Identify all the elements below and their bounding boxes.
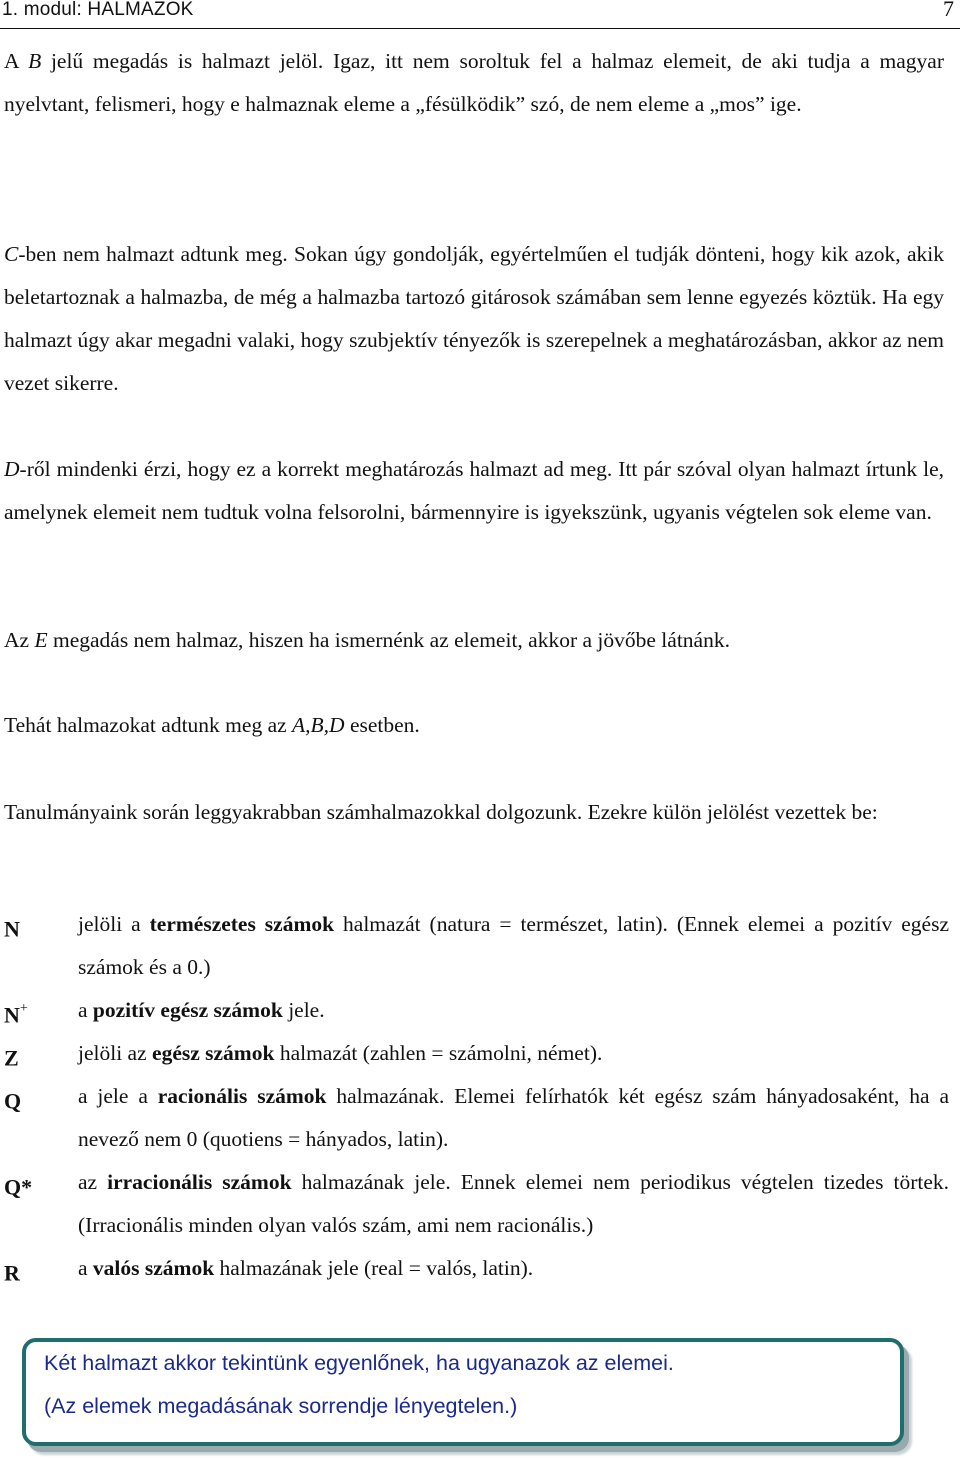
paragraph-intro: Tanulmányaink során leggyakrabban számhalmazokkal dolgozunk. Ezekre külön jelölést vezettek be: [4,800,878,824]
note-line-1: Két halmazt akkor tekintünk egyenlőnek, ha ugyanazok az elemei. [44,1351,674,1375]
symbol-letter: Q* [4,1174,33,1200]
number-set-list [4,903,949,1290]
text: jele. [282,998,325,1022]
symbol-letter: Z [4,1045,19,1071]
symbol-letter: N [4,916,20,942]
definition-text [78,1032,949,1075]
set-symbol [4,1247,64,1294]
set-variable: E [34,628,48,652]
text: halmazát (natura = természet, latin). (Ennek elemei a pozitív egész számok és a 0.) [78,912,949,979]
text: halmazának jele (real = valós, latin). [214,1256,534,1280]
set-symbol [4,1032,64,1079]
definition-text [78,989,949,1032]
paragraph-b [4,40,944,126]
highlight-note-box [22,1338,904,1446]
text: halmazának. Elemei felírhatók két egész szám hányadosaként, ha a nevező nem 0 (quotiens = hányados, latin). [78,1084,949,1151]
text: a jele a [78,1084,158,1108]
page-number: 7 [943,0,954,21]
definition-natural [4,903,949,989]
text: Az [4,628,35,652]
set-variable: D [4,457,20,481]
definition-text [78,1247,949,1290]
text: a [78,1256,93,1280]
text: halmazát (zahlen = számolni, német). [274,1041,603,1065]
term: irracionális számok [107,1170,292,1194]
set-variable: B [28,49,42,73]
text: jelöli az [78,1041,153,1065]
text: esetben. [344,713,420,737]
set-symbol [4,989,64,1036]
page-header [0,0,960,29]
symbol-letter: N [4,1002,20,1028]
text: -ben nem halmazt adtunk meg. Sokan úgy gondolják, egyértelműen el tudják dönteni, hogy kik azok, akik beletartoznak a halmazba, de még a halmazba tartozó gitárosok számában sem lenne egyezés köztük. Ha egy halmazt úgy akar megadni valaki, hogy szubjektív tényezők is szerepelnek a meghatározásban, akkor az nem vezet sikerre. [4,242,944,395]
definition-irrational [4,1161,949,1247]
text: a [78,998,93,1022]
symbol-superscript: + [19,1001,28,1016]
definition-text [78,903,949,989]
definition-text [78,1161,949,1247]
term: egész számok [152,1041,275,1065]
term: pozitív egész számok [92,998,283,1022]
paragraph-summary [4,704,944,747]
definition-integer [4,1032,949,1075]
set-symbol [4,1161,64,1208]
module-title: 1. modul: HALMAZOK [2,0,194,20]
set-symbol [4,1075,64,1122]
text: jelű megadás is halmazt jelöl. Igaz, itt nem soroltuk fel a halmaz elemeit, de aki tudja a magyar nyelvtant, felismeri, hogy e halmaznak eleme a „fésülködik” szó, de nem eleme a „mos” ige. [4,49,945,116]
set-variable: C [4,242,19,266]
paragraph-d [4,448,944,534]
definition-real [4,1247,949,1290]
text: halmazának jele. Ennek elemei nem periodikus végtelen tizedes törtek. (Irracionális minden olyan valós szám, ami nem racionális.) [78,1170,949,1237]
text: Tehát halmazokat adtunk meg az [4,713,293,737]
text: megadás nem halmaz, hiszen ha ismernénk az elemeit, akkor a jövőbe látnánk. [47,628,730,652]
definition-text [78,1075,949,1161]
set-symbol [4,903,64,950]
paragraph-e [4,619,944,662]
definition-positive-integer [4,989,949,1032]
paragraph-c [4,233,944,405]
term: valós számok [92,1256,215,1280]
symbol-letter: R [4,1260,20,1286]
definition-rational [4,1075,949,1161]
text: -ről mindenki érzi, hogy ez a korrekt meghatározás halmazt ad meg. Itt pár szóval olyan halmazt írtunk le, amelynek elemeit nem tudtuk volna felsorolni, bármennyire is igyekszünk, ugyanis végtelen sok eleme van. [4,457,944,524]
note-line-2: (Az elemek megadásának sorrendje lényegtelen.) [44,1394,518,1418]
text: az [78,1170,108,1194]
term: racionális számok [157,1084,327,1108]
text: jelöli a [78,912,150,936]
term: természetes számok [149,912,335,936]
text: A [4,49,29,73]
set-variable: A,B,D [292,713,345,737]
symbol-letter: Q [4,1088,22,1114]
